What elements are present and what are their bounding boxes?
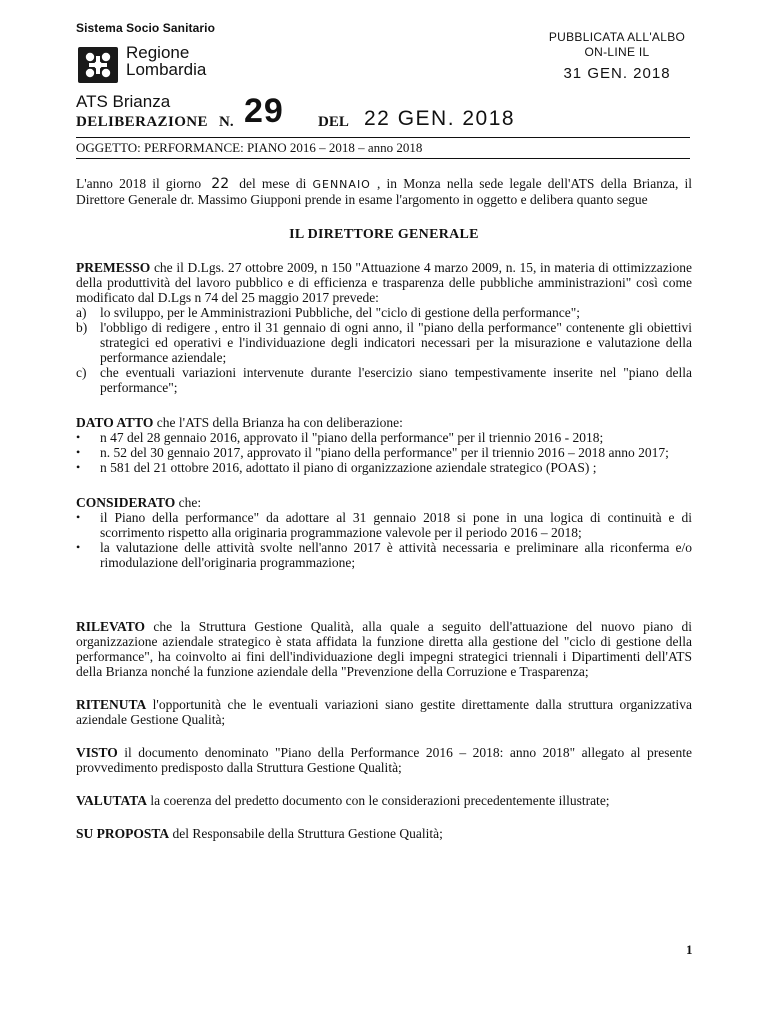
stamp-line2: ON-LINE IL bbox=[584, 45, 650, 59]
bullet-icon: • bbox=[76, 460, 81, 474]
region-name bbox=[126, 44, 206, 78]
list-item-text: lo sviluppo, per le Amministrazioni Pubbliche, del "ciclo di gestione della performance"; bbox=[100, 305, 581, 320]
visto-keyword: VISTO bbox=[76, 745, 118, 760]
list-item-text: il Piano della performance" da adottare al 31 gennaio 2018 si pone in una logica di continuità e di scorrimento rispetto alla originaria programmazione valevole per il periodo 2016 – 2018; bbox=[100, 510, 692, 540]
dato-atto-paragraph bbox=[76, 415, 692, 430]
region-name-line1: Regione bbox=[126, 43, 190, 62]
list-item-label: a) bbox=[76, 305, 87, 320]
regione-lombardia-logo-icon bbox=[78, 47, 118, 83]
rilevato-paragraph bbox=[76, 619, 692, 679]
considerato-paragraph bbox=[76, 495, 692, 510]
list-item-text: n. 52 del 30 gennaio 2017, approvato il "piano della performance" per il triennio 2016 – 2018 anno 2017; bbox=[100, 445, 669, 460]
bullet-icon: • bbox=[76, 445, 81, 459]
ats-name: ATS Brianza bbox=[76, 92, 171, 111]
bullet-icon: • bbox=[76, 540, 81, 554]
ritenuta-text: l'opportunità che le eventuali variazioni siano gestite direttamente dalla struttura organizzativa aziendale Gestione Qualità; bbox=[76, 697, 692, 727]
stamp-date: 31 GEN. 2018 bbox=[563, 65, 671, 82]
section-title: IL DIRETTORE GENERALE bbox=[289, 227, 479, 242]
list-item bbox=[76, 540, 692, 570]
list-item bbox=[76, 320, 692, 365]
dato-atto-list bbox=[76, 430, 692, 475]
dato-atto-text: che l'ATS della Brianza ha con deliberazione: bbox=[153, 415, 403, 430]
list-item bbox=[76, 365, 692, 395]
considerato-text: che: bbox=[175, 495, 202, 510]
deliberation-date: 22 GEN. 2018 bbox=[364, 107, 516, 130]
dato-atto-keyword: DATO ATTO bbox=[76, 415, 154, 430]
list-item bbox=[76, 445, 692, 460]
date-label: DEL bbox=[318, 114, 349, 130]
ritenuta-keyword: RITENUTA bbox=[76, 697, 147, 712]
stamp-line1: PUBBLICATA ALL'ALBO bbox=[548, 30, 686, 44]
document-body bbox=[76, 176, 692, 841]
bullet-icon: • bbox=[76, 510, 81, 524]
ritenuta-paragraph bbox=[76, 697, 692, 727]
list-item bbox=[76, 510, 692, 540]
header-divider bbox=[76, 137, 690, 138]
list-item-text: che eventuali variazioni intervenute durante l'esercizio siano tempestivamente inserite nel "piano della performance"; bbox=[100, 365, 692, 395]
list-item bbox=[76, 430, 692, 445]
visto-paragraph bbox=[76, 745, 692, 775]
intro-text-1: L'anno 2018 il giorno bbox=[76, 176, 202, 191]
list-item-text: l'obbligo di redigere , entro il 31 gennaio di ogni anno, il "piano della performance" contenente gli obiettivi strategici ed operativi e l'individuazione degli indicatori necessari per la misurazione e valutazione della performance aziendale; bbox=[100, 320, 692, 365]
intro-day: 22 bbox=[211, 176, 230, 192]
su-proposta-keyword: SU PROPOSTA bbox=[76, 826, 170, 841]
su-proposta-paragraph bbox=[76, 826, 692, 841]
valutata-keyword: VALUTATA bbox=[76, 793, 148, 808]
page-number: 1 bbox=[686, 942, 693, 957]
list-item bbox=[76, 305, 692, 320]
bullet-icon: • bbox=[76, 430, 81, 444]
valutata-paragraph bbox=[76, 793, 692, 808]
intro-paragraph bbox=[76, 176, 692, 207]
intro-text-2: del mese di bbox=[239, 176, 307, 191]
subject-line: OGGETTO: PERFORMANCE: PIANO 2016 – 2018 – anno 2018 bbox=[76, 140, 423, 155]
intro-month: GENNAIO bbox=[312, 178, 371, 191]
su-proposta-text: del Responsabile della Struttura Gestione Qualità; bbox=[169, 826, 443, 841]
list-item-text: la valutazione delle attività svolte nell'anno 2017 è attività necessaria e preliminare alla riconferma e/o rimodulazione dell'originaria programmazione; bbox=[100, 540, 692, 570]
premesso-list bbox=[76, 305, 692, 395]
rilevato-text: che la Struttura Gestione Qualità, alla quale a seguito dell'attuazione del nuovo piano di organizzazione aziendale strategico è stata affidata la funzione diretta alla gestione del "ciclo di gestione della performance", ha coinvolto ai fini dell'individuazione degli impegni strategici triennali i Dipartimenti dell'ATS della Brianza nonché la funzione aziendale della "Prevenzione della Corruzione e Trasparenza; bbox=[76, 619, 692, 679]
publication-stamp bbox=[532, 30, 702, 81]
number-label: N. bbox=[219, 114, 234, 130]
considerato-list bbox=[76, 510, 692, 570]
list-item-text: n 47 del 28 gennaio 2016, approvato il "piano della performance" per il triennio 2016 - 2018; bbox=[100, 430, 604, 445]
deliberation-label: DELIBERAZIONE bbox=[76, 114, 208, 130]
deliberation-number: 29 bbox=[244, 92, 284, 130]
premesso-keyword: PREMESSO bbox=[76, 260, 151, 275]
list-item-label: c) bbox=[76, 365, 87, 380]
intro-text-3: , in Monza nella sede legale dell'ATS della Brianza, il Direttore Generale dr. Massimo Giupponi prende in esame l'argomento in oggetto e delibera quanto segue bbox=[76, 176, 692, 207]
list-item-text: n 581 del 21 ottobre 2016, adottato il piano di organizzazione aziendale strategico (POAS) ; bbox=[100, 460, 597, 475]
visto-text: il documento denominato "Piano della Performance 2016 – 2018: anno 2018" allegato al presente provvedimento predisposto dalla Struttura Gestione Qualità; bbox=[76, 745, 692, 775]
rilevato-keyword: RILEVATO bbox=[76, 619, 146, 634]
premesso-paragraph bbox=[76, 260, 692, 305]
system-label: Sistema Socio Sanitario bbox=[76, 21, 216, 35]
premesso-text: che il D.Lgs. 27 ottobre 2009, n 150 "Attuazione 4 marzo 2009, n. 15, in materia di ottimizzazione della produttività del lavoro pubblico e di efficienza e trasparenza delle pubbliche amministrazioni" così come modificato dal D.Lgs n 74 del 25 maggio 2017 prevede: bbox=[76, 260, 692, 305]
valutata-text: la coerenza del predetto documento con le considerazioni precedentemente illustrate; bbox=[147, 793, 610, 808]
subject-divider bbox=[76, 158, 690, 159]
list-item-label: b) bbox=[76, 320, 88, 335]
region-name-line2: Lombardia bbox=[126, 60, 207, 79]
list-item bbox=[76, 460, 692, 475]
considerato-keyword: CONSIDERATO bbox=[76, 495, 176, 510]
